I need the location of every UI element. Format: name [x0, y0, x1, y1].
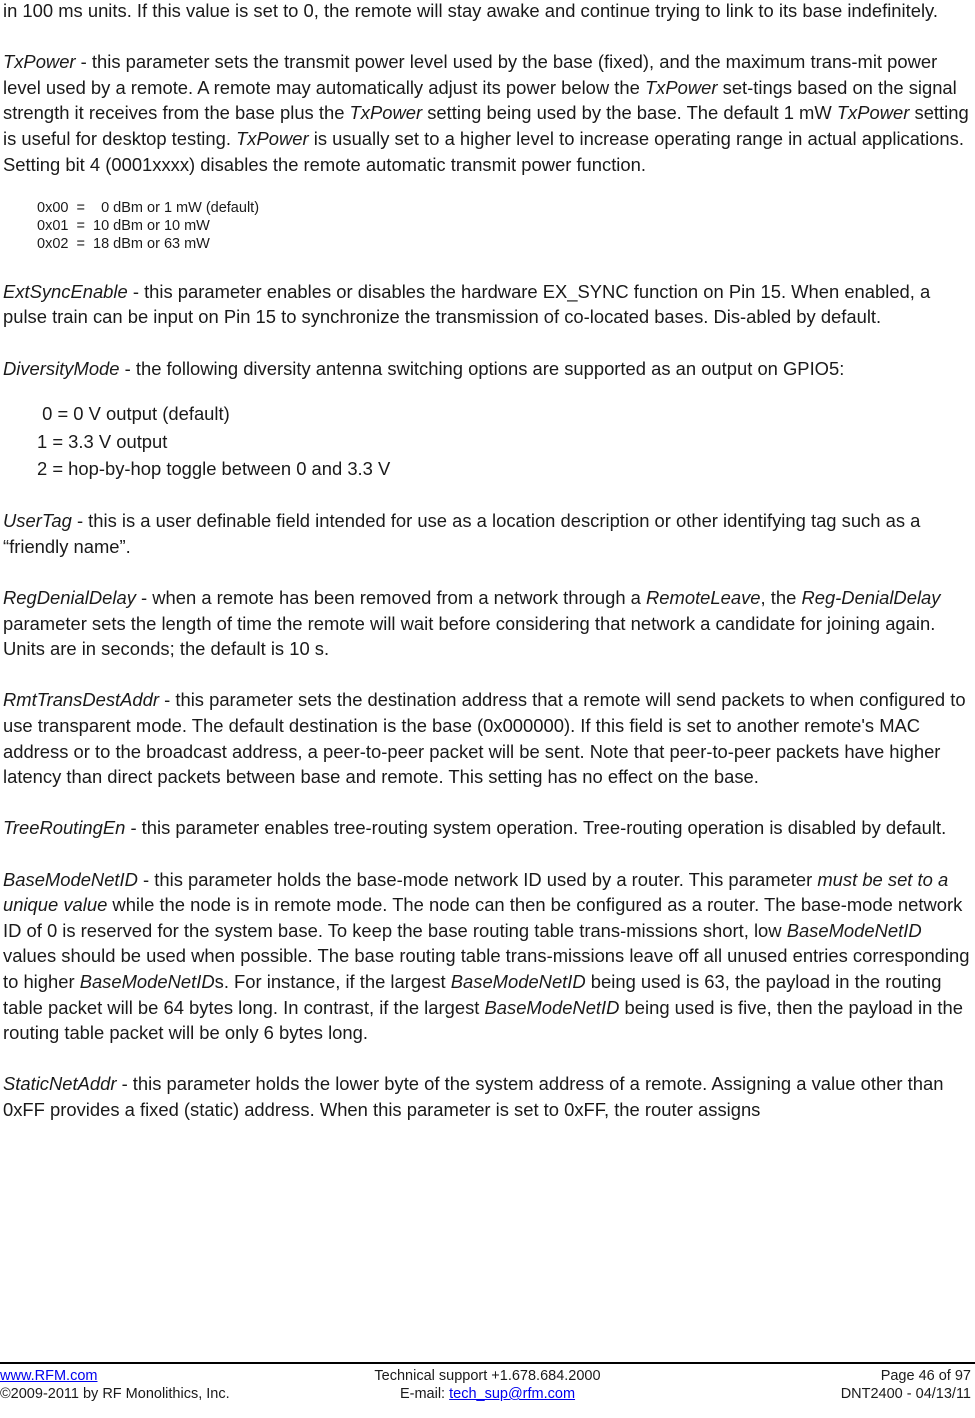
paragraph-regdenialdelay: RegDenialDelay - when a remote has been removed from a network through a RemoteLeave, the Reg-DenialDelay parameter sets the length of time the remote will wait before considering that network a candidate for joining again. Units are in seconds; the default is 10 s.	[3, 587, 941, 660]
txpower-values-list	[37, 199, 971, 253]
term-treeroutingen: TreeRoutingEn	[3, 817, 126, 839]
list-item: 0x01 = 10 dBm or 10 mW	[37, 217, 210, 234]
emphasis-unique-value: must be set to a unique value	[3, 868, 949, 916]
list-item: 1 = 3.3 V output	[37, 430, 168, 452]
footer-right	[841, 1367, 971, 1403]
list-item: 2 = hop-by-hop toggle between 0 and 3.3 V	[37, 458, 391, 480]
term-txpower: TxPower	[3, 51, 76, 73]
term-extsyncenable: ExtSyncEnable	[3, 280, 128, 302]
paragraph-diversitymode: DiversityMode - the following diversity antenna switching options are supported as an output on GPIO5:	[3, 357, 845, 379]
footer-center	[0, 1367, 975, 1403]
paragraph-txpower: TxPower - this parameter sets the transmit power level used by the base (fixed), and the maximum trans-mit power level used by a remote. A remote may automatically adjust its power below the TxPower set-tings based on the signal strength it receives from the base plus the TxPower setting being used by the base. The default 1 mW TxPower setting is useful for desktop testing. TxPower is usually set to a higher level to increase operating range in actual applications. Setting bit 4 (0001xxxx) disables the remote automatic transmit power function.	[3, 51, 969, 175]
diversity-options-list	[37, 400, 971, 483]
document-id: DNT2400 - 04/13/11	[840, 1386, 971, 1402]
paragraph-staticnetaddr: StaticNetAddr - this parameter holds the lower byte of the system address of a remote. Assigning a value other than 0xFF provides a fixed (static) address. When this parameter is set to 0xFF, the router assigns	[3, 1073, 944, 1120]
term-basemodenetid: BaseModeNetID	[3, 868, 138, 890]
email-label: E-mail:	[399, 1386, 450, 1402]
list-item: 0x00 = 0 dBm or 1 mW (default)	[37, 199, 260, 216]
copyright-text: ©2009-2011 by RF Monolithics, Inc.	[0, 1386, 230, 1402]
paragraph-basemodenetid: BaseModeNetID - this parameter holds the base-mode network ID used by a router. This parameter must be set to a unique value while the node is in remote mode. The node can then be configured as a router. The base-mode network ID of 0 is reserved for the system base. To keep the base routing table trans-missions short, low BaseModeNetID values should be used when possible. The base routing table trans-missions leave off all unused entries corresponding to higher BaseModeNetIDs. For instance, if the largest BaseModeNetID being used is 63, the payload in the routing table packet will be 64 bytes long. In contrast, if the largest BaseModeNetID being used is five, then the payload in the routing table packet will be only 6 bytes long.	[3, 868, 970, 1044]
support-phone: Technical support +1.678.684.2000	[374, 1368, 601, 1384]
paragraph-extsyncenable: ExtSyncEnable - this parameter enables or disables the hardware EX_SYNC function on Pin 15. When enabled, a pulse train can be input on Pin 15 to synchronize the transmission of co-located bases. Dis-abled by default.	[3, 280, 931, 328]
footer-divider	[0, 1362, 975, 1364]
paragraph-intro: in 100 ms units. If this value is set to 0, the remote will stay awake and continue trying to link to its base indefinitely.	[3, 0, 938, 21]
list-item: 0 = 0 V output (default)	[37, 403, 230, 425]
document-body	[3, 0, 971, 1148]
paragraph-treeroutingen: TreeRoutingEn - this parameter enables tree-routing system operation. Tree-routing operation is disabled by default.	[3, 817, 947, 839]
list-item: 0x02 = 18 dBm or 63 mW	[37, 235, 210, 252]
page-number: Page 46 of 97	[880, 1368, 971, 1384]
term-diversitymode: DiversityMode	[3, 357, 120, 379]
paragraph-usertag: UserTag - this is a user definable field intended for use as a location description or other identifying tag such as a “friendly name”.	[3, 510, 921, 557]
email-link[interactable]: tech_sup@rfm.com	[449, 1386, 576, 1402]
paragraph-rmttransdestaddr: RmtTransDestAddr - this parameter sets the destination address that a remote will send packets to when configured to use transparent mode. The default destination is the base (0x000000). If this field is set to another remote's MAC address or to the broadcast address, a peer-to-peer packet will be sent. Note that peer-to-peer packets have higher latency than direct packets between base and remote. This setting has no effect on the base.	[3, 689, 966, 788]
term-rmttransdestaddr: RmtTransDestAddr	[3, 689, 160, 711]
term-regdenialdelay: RegDenialDelay	[3, 587, 136, 608]
website-link[interactable]: www.RFM.com	[0, 1368, 98, 1384]
term-staticnetaddr: StaticNetAddr	[3, 1073, 117, 1095]
term-usertag: UserTag	[3, 510, 72, 532]
